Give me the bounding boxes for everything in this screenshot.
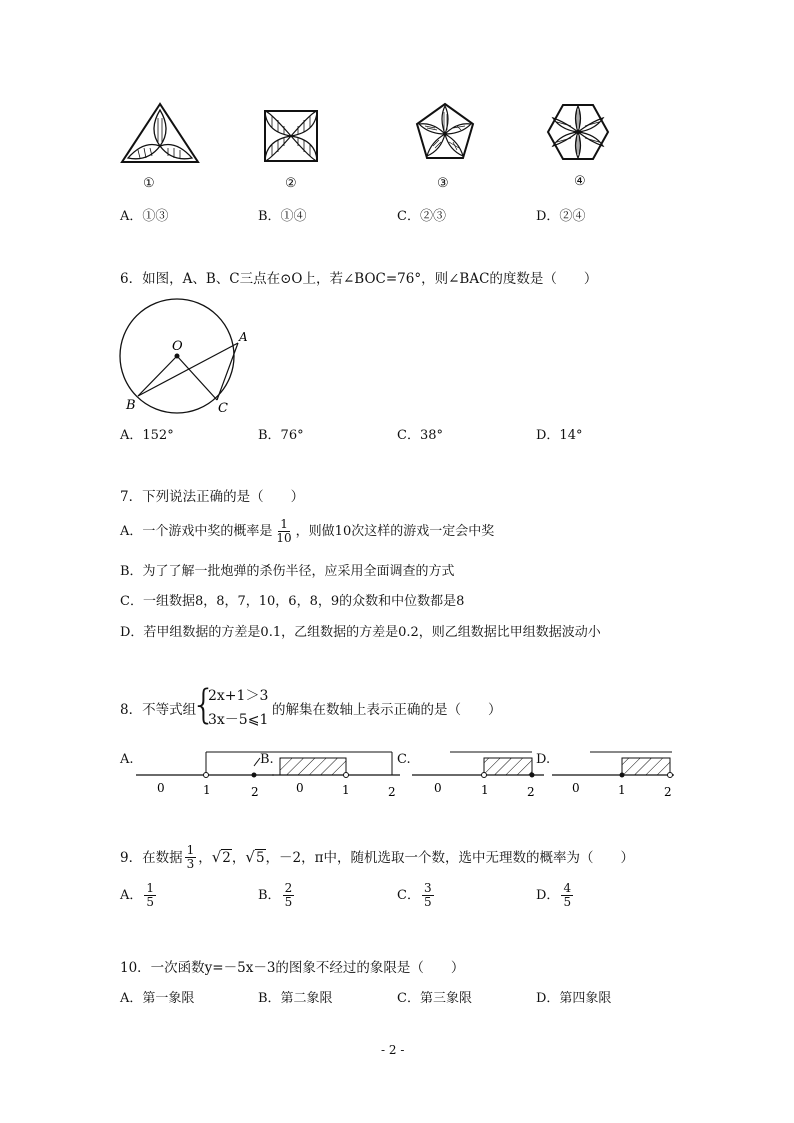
q9-b-den: 5 [284,895,293,909]
q9-stem [120,844,634,871]
q8d-tick-1: 1 [618,783,626,797]
q8-option-d-letter: D. [536,752,551,767]
q8-stem-pre: 8．不等式组 [120,702,197,718]
q8-number-line-d [552,744,676,800]
q9-sqrt-2-arg: 2 [222,850,231,866]
q8a-tick-0: 0 [157,781,165,795]
q9-option-c [397,882,436,909]
page-number: - 2 - [381,1043,405,1057]
q9-a-num: 1 [146,881,155,895]
q6-option-b: B．76° [258,428,304,443]
q7-option-a-post: ，则做10次这样的游戏一定会中奖 [295,523,495,539]
q8-option-a-letter: A. [120,752,134,767]
q5-option-c: C．②③ [397,209,446,224]
q5-figure-3 [413,100,477,164]
q9-option-d [536,882,575,909]
q9-stem-pre: 9．在数据 [120,849,183,866]
q6-label-c: C [218,401,228,416]
q10-option-d: D．第四象限 [536,991,612,1006]
q7-option-b: B．为了了解一批炮弹的杀伤半径，应采用全面调查的方式 [120,564,455,579]
q9-frac-num: 1 [186,843,195,857]
q9-sqrt-5: √5 [245,848,265,866]
q9-d-den: 5 [563,895,572,909]
q9-a-den: 5 [146,895,155,909]
q5-figure-label-3: ③ [437,176,449,191]
q9-b-num: 2 [284,881,293,895]
q9-sqrt-2: √2 [211,848,231,866]
q6-option-c: C．38° [397,428,443,443]
q5-option-d: D．②④ [536,209,586,224]
q9-option-b [258,882,296,909]
q8b-tick-0: 0 [296,781,304,795]
q7-option-a [120,518,494,545]
q8a-tick-2: 2 [251,785,259,799]
q5-figure-2 [262,108,320,164]
q9-option-a-letter: A． [120,887,143,903]
q5-option-a: A．①③ [120,209,169,224]
q8-option-b-letter: B. [260,752,274,767]
q9-comma-2: ， [231,849,246,866]
q8c-tick-1: 1 [481,783,489,797]
q9-d-num: 4 [563,881,572,895]
q10-option-a: A．第一象限 [120,991,195,1006]
q6-option-d: D．14° [536,428,583,443]
q10-stem: 10．一次函数y=－5x－3的图象不经过的象限是（ ） [120,960,465,976]
q8-inequality-2: 3x－5⩽1 [208,712,269,728]
q5-figure-label-1: ① [143,176,155,191]
q8-brace: { [191,682,217,728]
q8a-tick-1: 1 [203,783,211,797]
q8b-tick-1: 1 [342,783,350,797]
q9-option-c-letter: C． [397,887,420,903]
q7-option-c: C．一组数据8，8，7，10，6，8，9的众数和中位数都是8 [120,594,465,609]
q8d-tick-2: 2 [664,785,672,799]
q6-label-a: A [239,330,248,344]
q7-option-a-fraction [274,518,293,545]
q8-number-line-c [412,744,546,800]
q8c-tick-0: 0 [434,781,442,795]
q9-stem-rest: ，－2，π中，随机选取一个数，选中无理数的概率为（ ） [265,849,635,866]
q7-option-d: D．若甲组数据的方差是0.1，乙组数据的方差是0.2，则乙组数据比甲组数据波动小 [120,625,601,640]
q6-label-o: O [172,339,183,354]
q5-option-b: B．①④ [258,209,307,224]
q9-comma-1: ， [198,849,212,866]
q5-figure-4 [545,102,611,162]
q8-stem-post: 的解集在数轴上表示正确的是（ ） [272,702,502,718]
q7-option-a-pre: A．一个游戏中奖的概率是 [120,523,273,539]
q7-frac-den: 10 [276,531,292,545]
q6-option-a: A．152° [120,428,174,443]
q9-fraction-one-third [185,844,197,871]
q6-stem: 6．如图，A、B、C三点在⊙O上，若∠BOC=76°，则∠BAC的度数是（ ） [120,271,598,287]
q9-c-den: 5 [423,895,432,909]
q6-label-b: B [126,398,136,413]
q9-sqrt-5-arg: 5 [255,850,265,866]
q8d-tick-0: 0 [572,781,580,795]
q10-option-b: B．第二象限 [258,991,333,1006]
q8-number-line-b [272,744,402,800]
q5-figure-label-4: ④ [574,174,586,189]
q8-option-c-letter: C. [397,752,411,767]
q8-number-line-a [136,744,276,800]
q10-option-c: C．第三象限 [397,991,472,1006]
q5-figure-label-2: ② [285,176,297,191]
q9-c-num: 3 [423,881,432,895]
q8-inequality-1: 2x+1＞3 [208,688,269,704]
q9-option-b-letter: B． [258,887,281,903]
q8b-tick-2: 2 [388,785,396,799]
q9-option-d-letter: D． [536,887,560,903]
q9-option-a [120,882,158,909]
q7-stem: 7．下列说法正确的是（ ） [120,489,305,505]
q6-circle-figure [110,296,260,420]
q9-frac-den: 3 [186,857,195,871]
q7-frac-num: 1 [280,517,288,531]
q5-figure-1 [118,100,202,166]
q8c-tick-2: 2 [527,785,535,799]
